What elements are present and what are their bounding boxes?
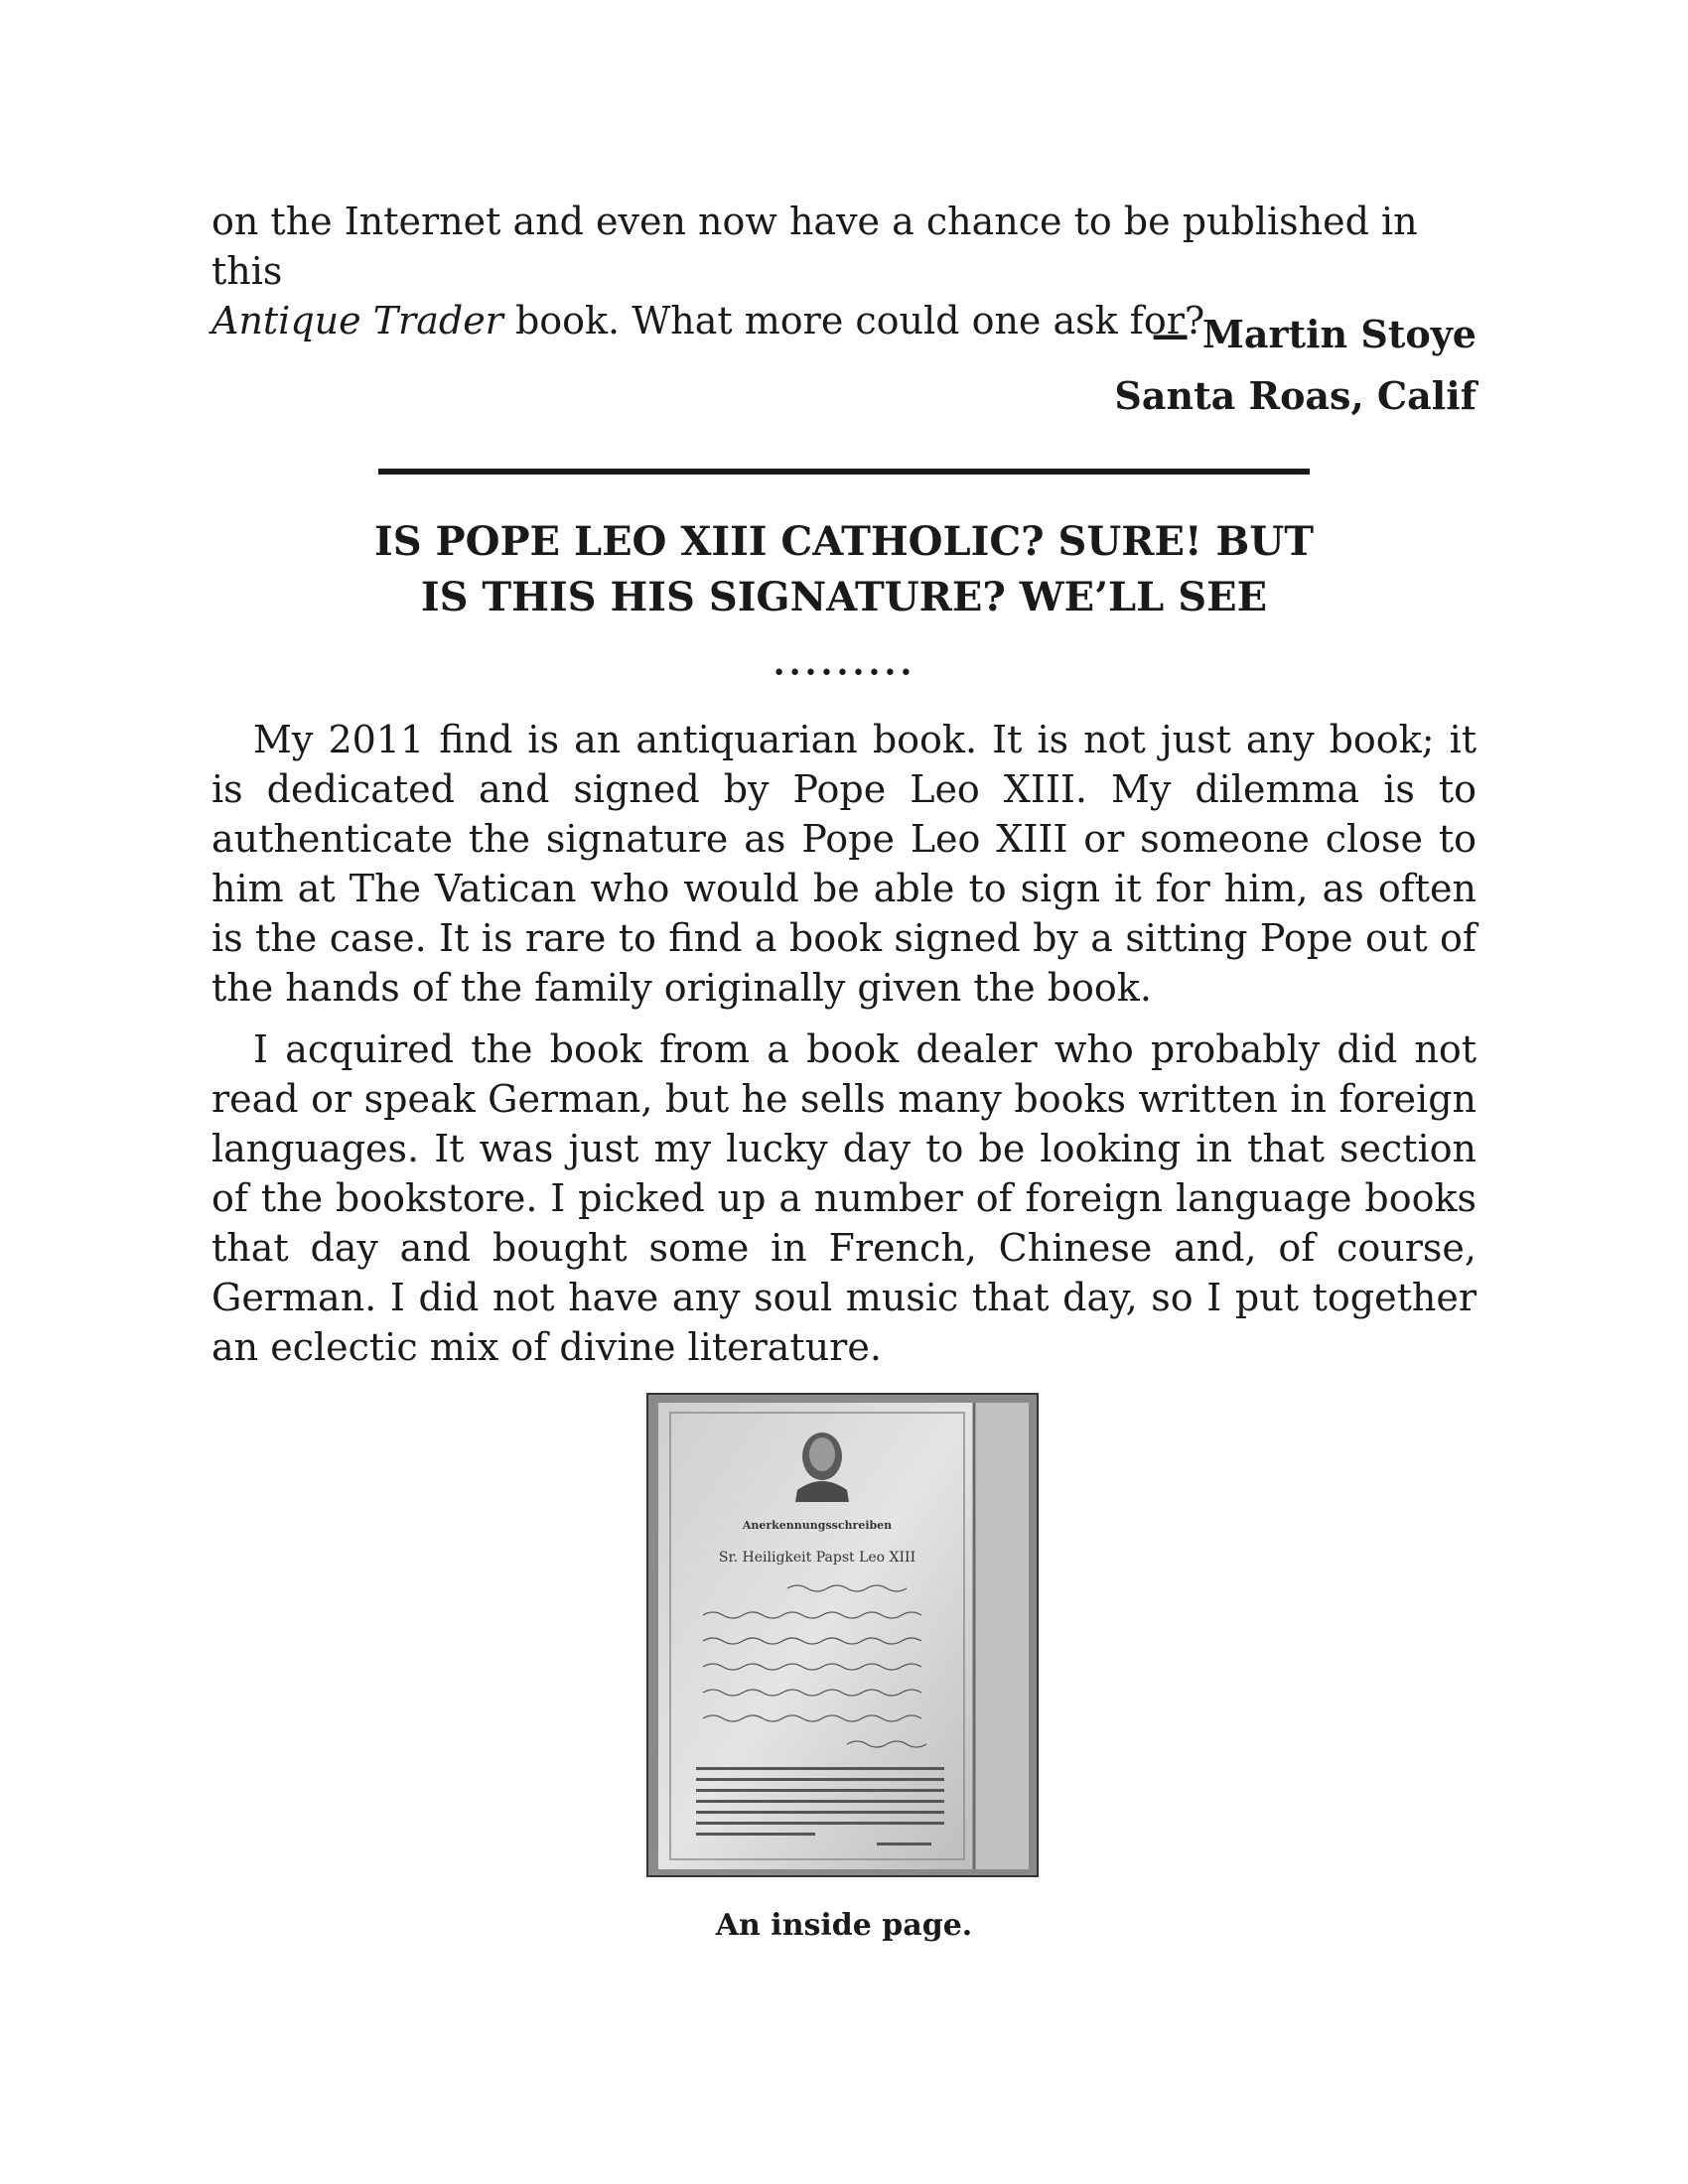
article-heading xyxy=(211,514,1477,625)
intro-line-1: on the Internet and even now have a chance to be published in this xyxy=(211,200,1418,293)
page-subheading-text: Sr. Heiligkeit Papst Leo XIII xyxy=(718,1550,916,1566)
ornament-dots: ••••••••• xyxy=(773,661,915,686)
author-location: Santa Roas, Calif xyxy=(1114,373,1477,418)
article-paragraph-2 xyxy=(211,1024,1477,1372)
figure-caption: An inside page. xyxy=(715,1908,973,1943)
page-heading-text: Anerkennungsschreiben xyxy=(742,1519,893,1532)
article-heading-line-1: IS POPE LEO XIII CATHOLIC? SURE! BUT xyxy=(374,518,1314,565)
article-paragraph-1 xyxy=(211,715,1477,1013)
book-page-photo xyxy=(646,1393,1039,1877)
article-heading-line-2: IS THIS HIS SIGNATURE? WE’LL SEE xyxy=(420,574,1268,620)
paragraph-2-text: I acquired the book from a book dealer who probably did not read or speak German, but he sells many books written in foreign languages. It was just my lucky day to be looking in that section of the bookstore. I picked up a number of foreign language books that day and bought some in French, Chinese and, of course, German. I did not have any soul music that day, so I put together an eclectic mix of divine literature. xyxy=(211,1027,1477,1369)
section-divider xyxy=(378,469,1310,475)
paragraph-1-text: My 2011 find is an antiquarian book. It is not just any book; it is dedicated and signed by Pope Leo XIII. My dilemma is to authenticate the signature as Pope Leo XIII or someone close to him at The Vatican who would be able to sign it for him, as often is the case. It is rare to find a book signed by a sitting Pope out of the hands of the family originally given the book. xyxy=(211,718,1477,1010)
author-signature: — Martin Stoye xyxy=(1151,312,1477,356)
publication-title: Antique Trader xyxy=(211,299,503,342)
intro-line-2-rest: book. What more could one ask for? xyxy=(502,299,1205,342)
book-page-illustration xyxy=(648,1395,1037,1875)
